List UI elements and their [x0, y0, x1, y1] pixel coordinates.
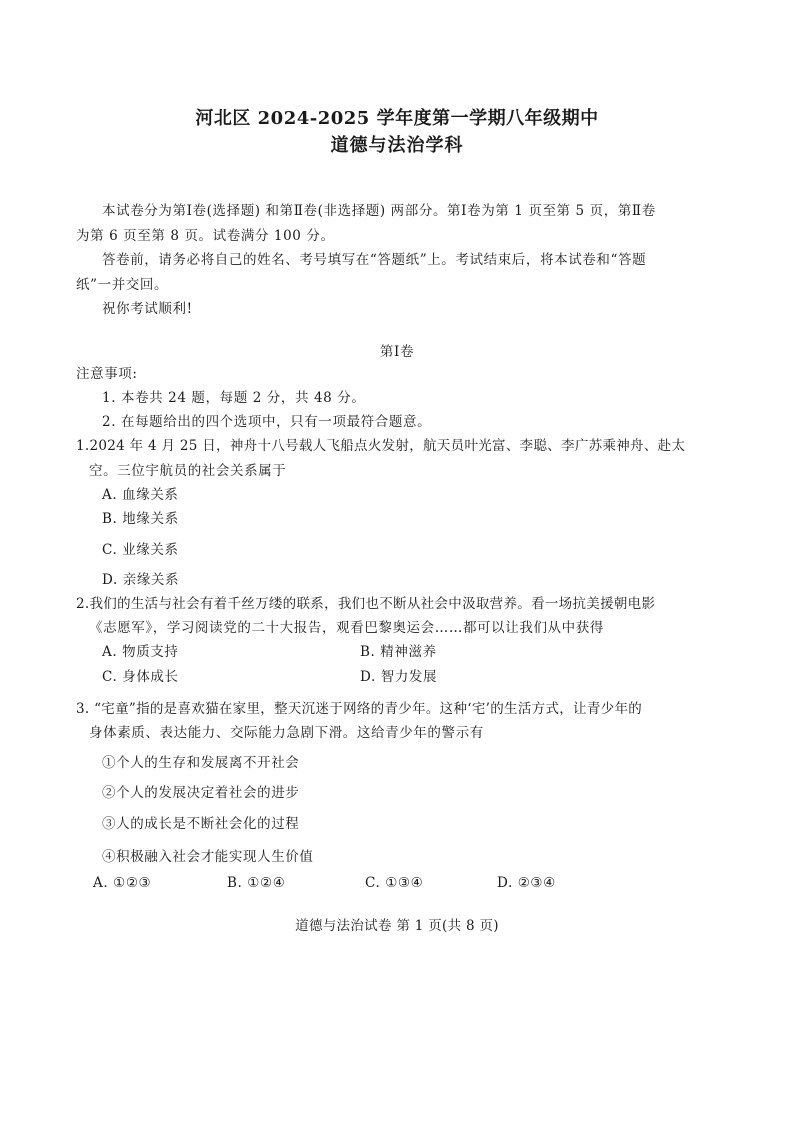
section-title: 第Ⅰ卷: [379, 344, 415, 360]
question-3-option-c: C. ①③④: [365, 875, 424, 891]
question-3-statement-3: ③人的成长是不断社会化的过程: [102, 816, 300, 832]
exam-subject: 道德与法治学科: [330, 135, 464, 156]
question-2-stem-line-2: 《志愿军》，学习阅读党的二十大报告，观看巴黎奥运会……都可以让我们从中获得: [89, 620, 604, 636]
question-1-stem-line-2: 空。三位宇航员的社会关系属于: [89, 463, 287, 479]
question-3-option-b: B. ①②④: [227, 875, 286, 891]
intro-paragraph-1-line-2: 为第 6 页至第 8 页。试卷满分 100 分。: [76, 228, 335, 244]
question-3-stem-line-1: 3. “宅童”指的是喜欢猫在家里，整天沉迷于网络的青少年。这种‘宅’的生活方式，让青少年的: [76, 701, 643, 717]
page-footer: 道德与法治试卷 第 1 页(共 8 页): [295, 918, 499, 934]
question-3-statement-1: ①个人的生存和发展离不开社会: [102, 755, 300, 771]
notice-label: 注意事项:: [76, 366, 138, 382]
intro-paragraph-1-line-1: 本试卷分为第Ⅰ卷(选择题) 和第Ⅱ卷(非选择题) 两部分。第Ⅰ卷为第 1 页至第 5 页，第Ⅱ卷: [102, 203, 656, 219]
question-3-option-d: D. ②③④: [497, 875, 556, 891]
intro-paragraph-3: 祝你考试顺利!: [102, 301, 193, 317]
question-3-statement-2: ②个人的发展决定着社会的进步: [102, 785, 300, 801]
question-1-option-d: D. 亲缘关系: [102, 572, 180, 588]
exam-title: 河北区 2024-2025 学年度第一学期八年级期中: [195, 108, 599, 129]
intro-paragraph-2-line-2: 纸”一并交回。: [76, 277, 169, 293]
notice-item-1: 1. 本卷共 24 题，每题 2 分，共 48 分。: [102, 390, 366, 406]
question-1-option-a: A. 血缘关系: [102, 487, 179, 503]
question-3-stem-line-2: 身体素质、表达能力、交际能力急剧下滑。这给青少年的警示有: [89, 725, 484, 741]
notice-item-2: 2. 在每题给出的四个选项中，只有一项最符合题意。: [102, 414, 432, 430]
intro-paragraph-2-line-1: 答卷前，请务必将自己的姓名、考号填写在“答题纸”上。考试结束后，将本试卷和“答题: [102, 252, 647, 268]
question-2-option-c: C. 身体成长: [102, 669, 179, 685]
question-3-option-a: A. ①②③: [93, 875, 152, 891]
question-3-statement-4: ④积极融入社会才能实现人生价值: [102, 849, 314, 865]
question-2-stem-line-1: 2.我们的生活与社会有着千丝万缕的联系，我们也不断从社会中汲取营养。看一场抗美援朝电影: [76, 596, 656, 612]
question-2-option-d: D. 智力发展: [360, 669, 438, 685]
question-1-option-b: B. 地缘关系: [102, 511, 179, 527]
question-1-stem-line-1: 1.2024 年 4 月 25 日，神舟十八号载人飞船点火发射，航天员叶光富、李聪、李广苏乘神舟、赴太: [76, 438, 686, 454]
question-2-option-a: A. 物质支持: [102, 644, 179, 660]
question-2-option-b: B. 精神滋养: [360, 644, 437, 660]
question-1-option-c: C. 业缘关系: [102, 542, 179, 558]
